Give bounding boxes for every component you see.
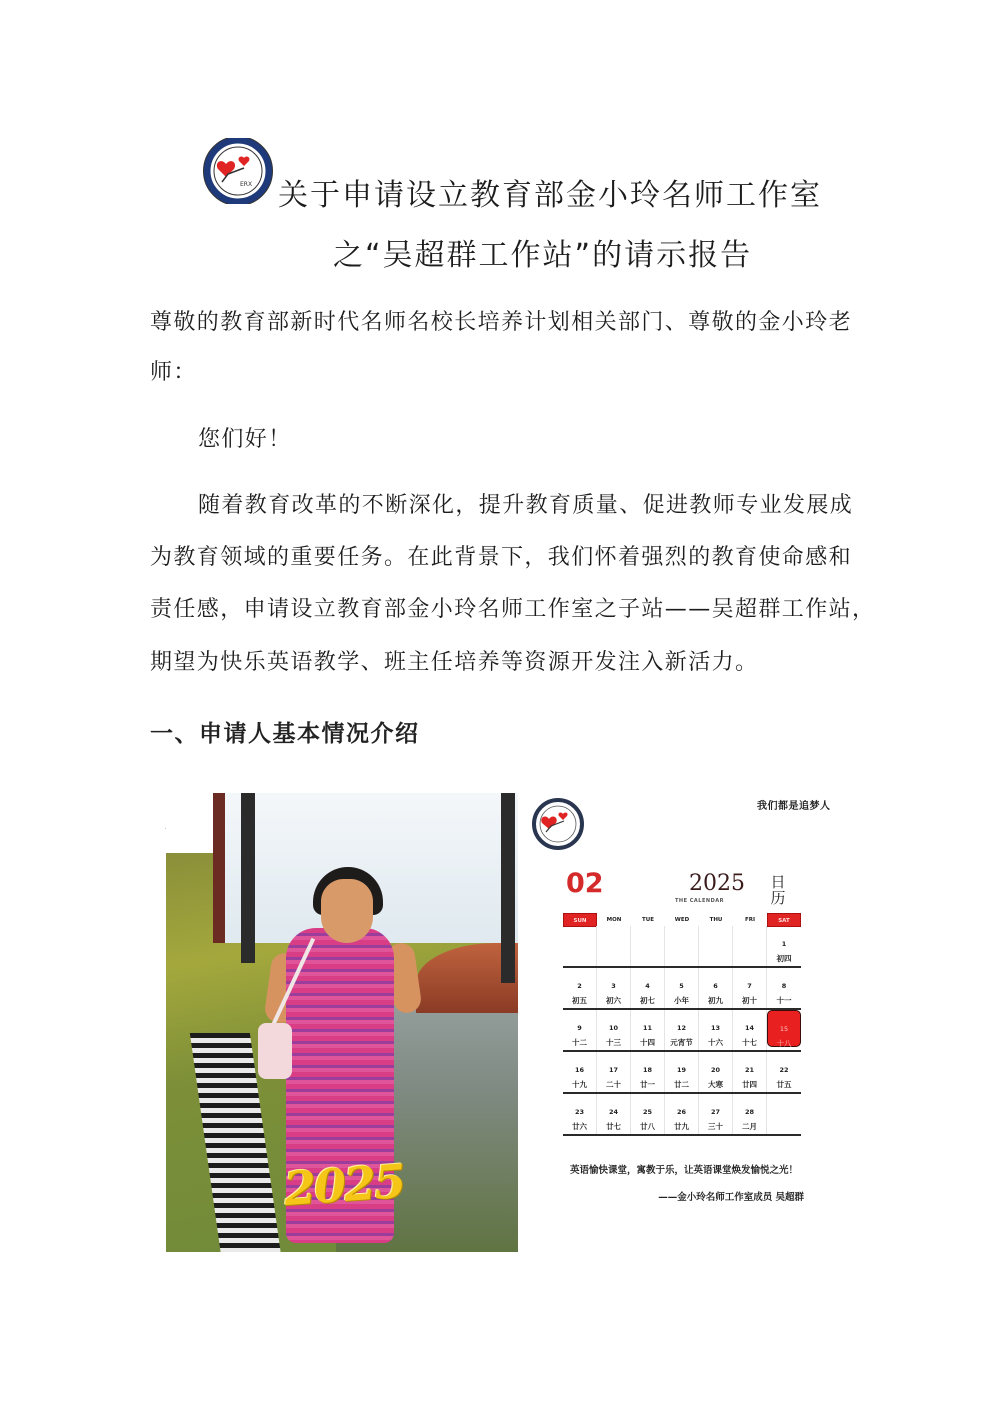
photo-person-face	[321, 879, 373, 943]
calendar-day-cell: 24 廿七	[597, 1094, 631, 1134]
document-title-line-1: 关于申请设立教育部金小玲名师工作室	[278, 178, 822, 213]
paragraph-line: 责任感，申请设立教育部金小玲名师工作室之子站——吴超群工作站，	[150, 597, 876, 622]
weekday-wed: WED	[674, 917, 690, 923]
photo-tree-trunk	[241, 793, 255, 963]
calendar-year-subtitle: THE CALENDAR	[675, 898, 724, 904]
calendar-day-cell: 18 廿一	[631, 1052, 665, 1092]
calendar-week-row	[563, 1052, 801, 1094]
calendar-day-cell: 3 初六	[597, 968, 631, 1008]
calendar-week-row	[563, 1094, 801, 1136]
calendar-day-cell: 10 十三	[597, 1010, 631, 1050]
calendar-day-cell: 28 二月	[733, 1094, 767, 1134]
calendar-day-cell: 12 元宵节	[665, 1010, 699, 1050]
section-heading: 一、申请人基本情况介绍	[150, 721, 420, 747]
calendar-tagline: 我们都是追梦人	[757, 801, 831, 812]
calendar-quote: 英语愉快课堂，寓教于乐，让英语课堂焕发愉悦之光！	[570, 1165, 799, 1176]
calendar-label-char: 历	[770, 889, 786, 907]
calendar-day-cell: 13 十六	[699, 1010, 733, 1050]
calendar-label	[770, 874, 786, 906]
calendar-grid	[563, 926, 801, 1136]
calendar-day-cell	[767, 1094, 801, 1134]
calendar-week-row	[563, 926, 801, 968]
calendar-day-cell: 26 廿九	[665, 1094, 699, 1134]
calendar-label-char: 日	[770, 873, 786, 891]
calendar-day-cell: 16 十九	[563, 1052, 597, 1092]
photo-white-corner	[166, 793, 213, 853]
paragraph-line: 期望为快乐英语教学、班主任培养等资源开发注入新活力。	[150, 650, 759, 675]
calendar-day-cell: 9 十二	[563, 1010, 597, 1050]
weekday-sat: SAT	[767, 913, 801, 927]
calendar-day-cell: 8 十一	[776, 982, 792, 1005]
calendar-day-cell: 19 廿二	[665, 1052, 699, 1092]
heart-emblem-logo-icon	[530, 797, 586, 851]
salutation-line-1: 尊敬的教育部新时代名师名校长培养计划相关部门、尊敬的金小玲老	[150, 310, 853, 335]
calendar-day-cell: 5 小年	[665, 968, 699, 1008]
calendar-day-cell	[631, 926, 665, 966]
calendar-day-cell: 17 二十	[597, 1052, 631, 1092]
calendar-day-cell: 2 初五	[563, 968, 597, 1008]
calendar-day-cell: 21 廿四	[733, 1052, 767, 1092]
calendar-day-cell: 23 廿六	[563, 1094, 597, 1134]
weekday-fri: FRI	[744, 917, 756, 923]
calendar-day-cell: 14 十七	[733, 1010, 767, 1050]
weekday-thu: THU	[709, 917, 723, 923]
heart-emblem-logo-icon	[200, 138, 276, 204]
photo-tree-trunk	[213, 793, 225, 943]
calendar-weekday-header	[563, 913, 801, 927]
calendar-year: 2025	[689, 871, 745, 896]
calendar-day-cell: 25 廿八	[631, 1094, 665, 1134]
calendar-day-cell	[665, 926, 699, 966]
photo-tree-trunk	[501, 793, 515, 983]
calendar-day-cell	[597, 926, 631, 966]
calendar-day-cell: 7 初十	[733, 968, 767, 1008]
svg-text:ERX: ERX	[240, 181, 253, 188]
calendar-day-cell: 6 初九	[699, 968, 733, 1008]
calendar-month: 02	[566, 868, 604, 899]
paragraph-line: 随着教育改革的不断深化，提升教育质量、促进教师专业发展成	[198, 493, 854, 518]
calendar-day-cell: 4 初七	[631, 968, 665, 1008]
calendar-day-cell	[563, 926, 597, 966]
calendar-day-cell: 20 大寒	[699, 1052, 733, 1092]
photo-bag	[258, 1023, 292, 1079]
weekday-mon: MON	[606, 917, 622, 923]
paragraph-line: 为教育领域的重要任务。在此背景下，我们怀着强烈的教育使命感和	[150, 545, 853, 570]
photo-year-overlay: 2025	[282, 1153, 406, 1217]
applicant-photo	[166, 793, 518, 1252]
weekday-sun: SUN	[563, 913, 597, 927]
weekday-tue: TUE	[642, 917, 654, 923]
calendar-day-cell	[699, 926, 733, 966]
greeting: 您们好！	[198, 427, 292, 452]
calendar-week-row	[563, 968, 801, 1010]
calendar-attribution: ——金小玲名师工作室成员 吴超群	[658, 1192, 804, 1203]
calendar-day-cell: 11 十四	[631, 1010, 665, 1050]
calendar-day-cell: 22 廿五	[776, 1066, 792, 1089]
calendar-day-cell-highlighted: 15 十八	[767, 1010, 801, 1047]
calendar-week-row	[563, 1010, 801, 1052]
document-title-line-2: 之“吴超群工作站”的请示报告	[333, 238, 753, 273]
calendar-day-cell: 1 初四	[776, 940, 792, 963]
calendar-day-cell: 27 三十	[699, 1094, 733, 1134]
salutation-line-2: 师：	[150, 360, 197, 385]
calendar-day-cell	[733, 926, 767, 966]
